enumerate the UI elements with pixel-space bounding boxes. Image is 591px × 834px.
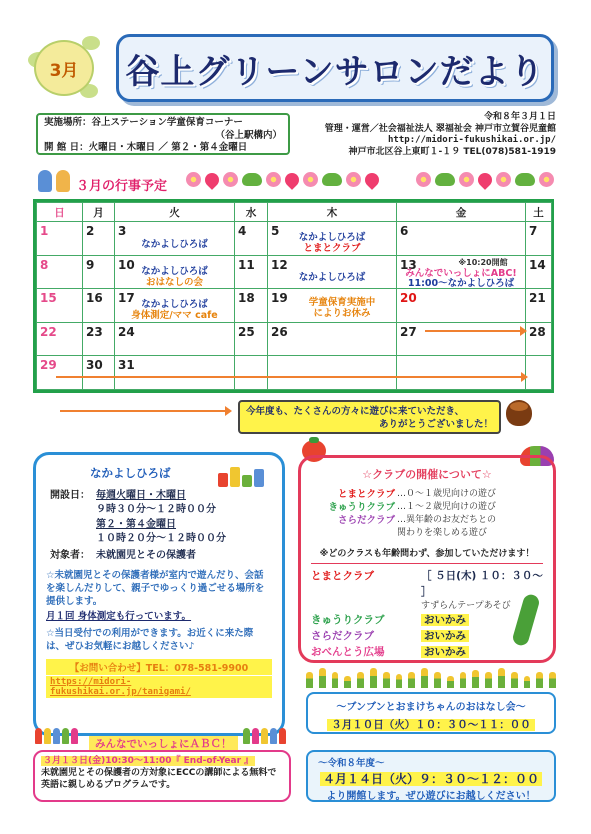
day-number: 28	[529, 324, 546, 339]
calendar-week	[37, 322, 552, 356]
day-number: 25	[238, 324, 255, 339]
flower-icon	[416, 172, 431, 187]
day-number: 16	[86, 291, 103, 305]
thanks-line-2: ありがとうございました！	[378, 419, 493, 430]
calendar-day	[37, 255, 83, 289]
abc-box	[33, 750, 291, 802]
club-name: とまとクラブ	[337, 489, 395, 500]
calendar-day	[115, 356, 235, 390]
calendar-day	[115, 222, 235, 256]
day-number: 29	[40, 358, 57, 372]
day-number: 11	[238, 257, 255, 272]
schedule-club-name: きゅうりクラブ	[311, 614, 385, 626]
day-header-fri: 金	[397, 203, 526, 222]
opening-days: 開 館 日：火曜日・木曜日 ／ 第２・第４金曜日	[44, 142, 248, 153]
club-schedule-row	[311, 628, 543, 644]
nakayoshi-note-1: ☆未就園児とその保護者様が室内で遊んだり、会話を楽しんだりして、親子でゆっくり過ごせる場所を提供します。	[46, 569, 265, 607]
calendar-event: なかよしひろば	[141, 265, 208, 277]
flower-icon	[186, 172, 201, 187]
calendar-day	[526, 322, 552, 356]
calendar-event: なかよしひろば	[298, 271, 366, 283]
day-number: 9	[86, 257, 95, 272]
day-number: 20	[400, 291, 417, 305]
day-number: 6	[400, 224, 409, 238]
children-icon	[243, 728, 286, 744]
next-year-message: より開館します。ぜひ遊びにお越しください！	[326, 791, 536, 802]
schedule-club-name: さらだクラブ	[311, 630, 374, 642]
club-desc: …１～２歳児向けの遊び	[397, 502, 497, 512]
opening-days-row-2	[46, 518, 272, 532]
calendar-event: なかよしひろば	[298, 232, 366, 243]
bird-icon	[435, 173, 455, 186]
story-time-date: ３月１０日（火）１０：３０～１１：００	[327, 719, 535, 731]
schedule-club-name: おべんとう広場	[311, 646, 385, 658]
toys-icon	[218, 461, 268, 487]
flower-bud-icon	[202, 170, 222, 190]
calendar-day	[235, 222, 268, 256]
day-header-wed: 水	[235, 203, 268, 222]
schedule-club-name: とまとクラブ	[311, 570, 374, 582]
club-row	[311, 514, 543, 527]
abc-description: 未就園児とその保護者の方対象にECCの講師による無料で英語に親しめるプログラムです。	[41, 768, 277, 790]
next-year-title: ～令和８年度～	[318, 758, 385, 769]
calendar-day	[235, 255, 268, 289]
calendar-day	[37, 322, 83, 356]
flower-bud-icon	[362, 170, 382, 190]
day-number: 10	[118, 257, 135, 272]
month-label: 3月	[49, 60, 79, 81]
calendar-day	[83, 289, 115, 323]
calendar-day	[115, 255, 235, 289]
flower-bud-icon	[475, 170, 495, 190]
club-name	[311, 527, 397, 540]
day-number: 22	[40, 324, 57, 339]
flower-icon	[223, 172, 238, 187]
calendar-event: みんなでいっしょにABC!	[405, 267, 517, 279]
abc-title: みんなでいっしょにＡＢＣ！	[89, 736, 238, 751]
club-name: きゅうりクラブ	[328, 502, 395, 513]
calendar-day	[268, 356, 397, 390]
calendar-day	[37, 222, 83, 256]
calendar-day	[37, 289, 83, 323]
month-badge	[28, 34, 100, 100]
nakayoshi-link[interactable]: https://midori-fukushikai.or.jp/tanigami/	[46, 676, 272, 698]
opening-hours-value-2: １０時２０分～１２時００分	[96, 532, 226, 544]
day-header-sun: 日	[37, 203, 83, 222]
calendar-day	[526, 289, 552, 323]
nakayoshi-hiroba-box	[33, 452, 285, 736]
day-number: 1	[40, 224, 49, 238]
flower-icon	[459, 172, 474, 187]
flower-icon	[303, 172, 318, 187]
calendar-day	[235, 322, 268, 356]
calendar-event: なかよしひろば	[141, 299, 208, 310]
flower-icon	[266, 172, 281, 187]
day-number: 19	[271, 291, 288, 305]
day-number: 12	[271, 257, 288, 272]
page-title: 谷上グリーンサロンだより	[125, 51, 545, 92]
bird-icon	[242, 173, 262, 186]
day-number: 18	[238, 291, 255, 305]
thanks-line-1: 今年度も、たくさんの方々に遊びに来ていただき、	[246, 406, 465, 417]
organization-address: 神戸市北区谷上東町１-１９ TEL(078)581-1919	[348, 146, 556, 157]
club-desc: 関わりを楽しめる遊び	[397, 528, 488, 538]
day-header-tue: 火	[115, 203, 235, 222]
day-number: 15	[40, 291, 57, 305]
calendar-day	[397, 289, 526, 323]
opening-days-row	[46, 489, 272, 503]
day-header-thu: 木	[268, 203, 397, 222]
opening-days-value-2: 第２・第４金曜日	[96, 519, 176, 530]
day-number: 26	[271, 324, 288, 339]
club-desc: …異年齢のお友だちとの	[397, 515, 497, 525]
calendar-day	[268, 289, 397, 323]
target-row	[46, 549, 272, 563]
club-name: さらだクラブ	[337, 515, 395, 526]
venue-place-sub: （谷上駅構内）	[215, 129, 282, 141]
calendar-day	[526, 356, 552, 390]
closure-arrow	[56, 376, 526, 378]
opening-days-key: 開設日：	[50, 490, 90, 501]
flower-icon	[346, 172, 361, 187]
calendar-week	[37, 222, 552, 256]
target-value: 未就園児とその保護者	[96, 550, 196, 561]
flower-border-right	[416, 172, 554, 187]
doll-icon	[56, 170, 70, 192]
opening-hours-row-2	[46, 532, 272, 546]
calendar-day	[235, 289, 268, 323]
contact-phone: 【お問い合わせ】TEL：078-581-9900	[46, 659, 272, 675]
club-schedule-row	[311, 644, 543, 660]
event-calendar	[33, 199, 554, 393]
club-title: ☆クラブの開催について☆	[362, 468, 492, 481]
calendar-day	[83, 255, 115, 289]
venue-place: 実施場所：谷上ステーション学童保育コーナー	[44, 117, 243, 128]
organization-info	[298, 112, 556, 158]
club-note: ※どのクラスも年齢問わず、参加していただけます！	[311, 546, 543, 564]
calendar-event: とまとクラブ	[303, 243, 361, 254]
newsletter-title-banner	[116, 34, 554, 102]
schedule-value: おいかみ	[421, 630, 469, 642]
calendar-event: 身体測定/ママ cafe	[131, 310, 218, 321]
issue-date: 令和８年３月１日	[483, 112, 556, 122]
calendar-day	[115, 289, 235, 323]
thanks-note	[238, 400, 501, 434]
children-icon	[35, 728, 78, 744]
day-header-sat: 土	[526, 203, 552, 222]
calendar-event-note: ※10:20開館	[458, 257, 508, 267]
gnome-icon	[38, 170, 52, 192]
opening-hours-row	[46, 503, 272, 517]
calendar-day	[526, 255, 552, 289]
calendar-day	[268, 322, 397, 356]
events-heading: ３月の行事予定	[76, 179, 168, 194]
schedule-value: おいかみ	[421, 614, 469, 626]
club-row	[311, 527, 543, 540]
day-header-mon: 月	[83, 203, 115, 222]
day-number: 24	[118, 324, 135, 339]
flower-bud-icon	[282, 170, 302, 190]
calendar-week	[37, 255, 552, 289]
calendar-day	[397, 322, 526, 356]
calendar-week	[37, 289, 552, 323]
bird-icon	[322, 173, 342, 186]
opening-days-value: 毎週火曜日・木曜日	[96, 490, 186, 501]
club-schedule-row	[311, 612, 543, 628]
calendar-event: おはなしの会	[145, 276, 203, 288]
nakayoshi-title: なかよしひろば	[90, 466, 171, 480]
day-number: 31	[118, 358, 135, 372]
calendar-event: 11:00～なかよしひろば	[407, 277, 515, 289]
next-year-box	[306, 750, 556, 802]
club-desc: …０～１歳児向けの遊び	[397, 489, 497, 499]
day-number: 21	[529, 291, 546, 305]
organization-url[interactable]: http://midori-fukushikai.or.jp/	[388, 135, 556, 145]
calendar-header-row	[37, 203, 552, 222]
day-number: 17	[118, 291, 135, 305]
closure-arrow	[425, 330, 525, 332]
calendar-event: 学童保育実施中	[308, 297, 376, 308]
calendar-day	[115, 322, 235, 356]
opening-hours-value: ９時３０分～１２時００分	[96, 503, 216, 515]
flower-border-left	[186, 172, 379, 187]
bird-icon	[515, 173, 535, 186]
day-number: 23	[86, 324, 103, 339]
day-number: 14	[529, 257, 546, 272]
day-number: 7	[529, 224, 538, 238]
day-number: 4	[238, 224, 247, 238]
closure-arrow	[60, 410, 230, 412]
nakayoshi-note-3: ☆当日受付での利用ができます。お近くに来た際は、ぜひお気軽にお越しください♪	[46, 627, 254, 652]
day-number: 5	[271, 224, 280, 238]
calendar-day	[83, 356, 115, 390]
calendar-day	[268, 255, 397, 289]
day-number: 30	[86, 358, 103, 372]
target-key: 対象者：	[50, 550, 90, 561]
story-time-title: ～ブンブンとおまけちゃんのおはなし会～	[336, 702, 526, 713]
club-row	[311, 488, 543, 501]
flower-icon	[539, 172, 554, 187]
next-year-date: ４月１４日（火）９：３０～１２：００	[320, 772, 542, 786]
venue-info-box	[36, 113, 290, 155]
chestnut-icon	[506, 400, 532, 426]
day-number: 8	[40, 257, 49, 272]
calendar-day	[397, 222, 526, 256]
day-number: 27	[400, 324, 417, 339]
nakayoshi-note-2: 月１回 身体測定も行っています。	[46, 610, 192, 622]
schedule-value: おいかみ	[421, 646, 469, 658]
calendar-day	[37, 356, 83, 390]
club-row	[311, 501, 543, 514]
calendar-day	[526, 222, 552, 256]
calendar-day	[83, 322, 115, 356]
tulip-border	[306, 664, 556, 688]
calendar-day	[268, 222, 397, 256]
schedule-value: ［ ５日(木) １０：３０～ ］	[421, 570, 543, 598]
day-number: 2	[86, 224, 95, 238]
calendar-day	[397, 255, 526, 289]
calendar-day	[83, 222, 115, 256]
calendar-event: なかよしひろば	[141, 239, 208, 250]
calendar-day	[235, 356, 268, 390]
abc-date: ３月１３日(金)10:30～11:00『 End-of-Year 』	[43, 756, 254, 766]
flower-icon	[496, 172, 511, 187]
tomato-activity: すずらんテープあそび	[421, 601, 511, 611]
club-schedule-row	[311, 568, 543, 600]
story-time-box	[306, 692, 556, 734]
day-number: 3	[118, 224, 127, 238]
day-number: 13	[400, 257, 417, 272]
calendar-week	[37, 356, 552, 390]
events-heading-row	[36, 172, 556, 196]
calendar-event: によりお休み	[313, 308, 371, 319]
operator-name: 管理・運営／社会福祉法人 翠福祉会 神戸市立賀谷児童館	[324, 123, 556, 134]
calendar-day	[397, 356, 526, 390]
abc-heading-row	[33, 726, 291, 750]
